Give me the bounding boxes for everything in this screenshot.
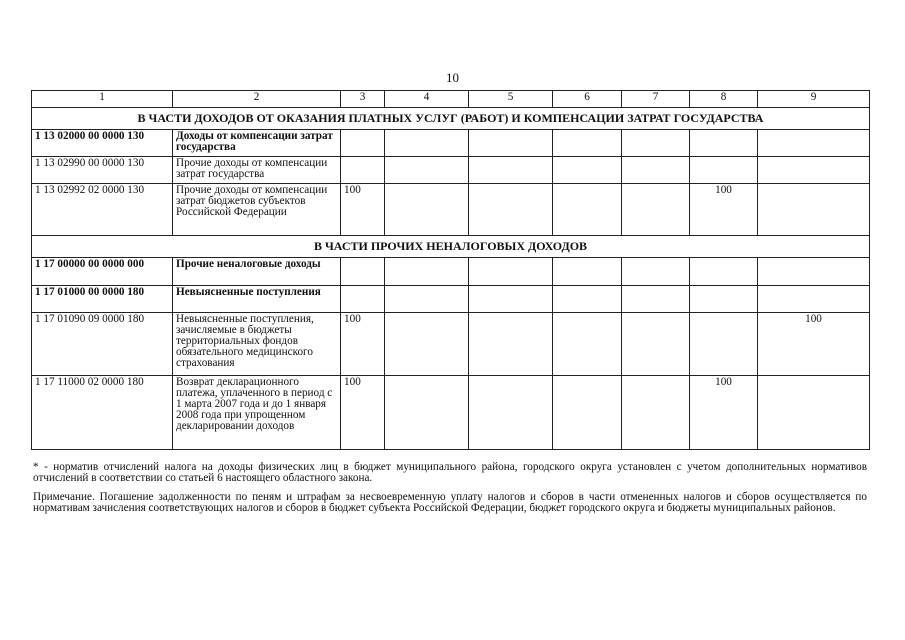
table-row [32, 184, 870, 236]
cell-col3 [341, 286, 385, 313]
cell-col6 [553, 376, 622, 450]
footnote: * - норматив отчислений налога на доходы физических лиц в бюджет муниципального района, городского округа установлен с учетом дополнительных нормативов отчислений в соответствии со статьей 6 настоящего областного закона. [33, 461, 867, 484]
cell-col7 [622, 258, 690, 286]
col-header-4: 4 [385, 91, 469, 108]
cell-col8 [690, 157, 758, 184]
table-row [32, 157, 870, 184]
section-header-row [32, 108, 870, 130]
budget-code: 1 13 02992 02 0000 130 [32, 184, 173, 236]
cell-col4 [385, 258, 469, 286]
revenue-name: Возврат декларационного платежа, уплаченного в период с 1 марта 2007 года и до 1 января 2008 года при упрощенном декларировании доходов [173, 376, 341, 450]
cell-col8 [690, 130, 758, 157]
table-row [32, 286, 870, 313]
cell-col8 [690, 286, 758, 313]
cell-col3: 100 [341, 376, 385, 450]
cell-col3: 100 [341, 184, 385, 236]
cell-col5 [469, 313, 553, 376]
cell-col8: 100 [690, 376, 758, 450]
col-header-1: 1 [32, 91, 173, 108]
cell-col4 [385, 313, 469, 376]
page-number: 10 [446, 70, 459, 85]
cell-col9 [758, 286, 870, 313]
section-title-other: В ЧАСТИ ПРОЧИХ НЕНАЛОГОВЫХ ДОХОДОВ [32, 236, 870, 258]
cell-col6 [553, 157, 622, 184]
cell-col5 [469, 184, 553, 236]
cell-col9 [758, 184, 870, 236]
revenue-distribution-table [31, 90, 870, 450]
section-title-services: В ЧАСТИ ДОХОДОВ ОТ ОКАЗАНИЯ ПЛАТНЫХ УСЛУГ (РАБОТ) И КОМПЕНСАЦИИ ЗАТРАТ ГОСУДАРСТВА [32, 108, 870, 130]
budget-code: 1 13 02990 00 0000 130 [32, 157, 173, 184]
table-row [32, 313, 870, 376]
cell-col5 [469, 258, 553, 286]
cell-col7 [622, 376, 690, 450]
cell-col7 [622, 130, 690, 157]
cell-col6 [553, 258, 622, 286]
cell-col7 [622, 184, 690, 236]
cell-col4 [385, 157, 469, 184]
budget-code: 1 17 01090 09 0000 180 [32, 313, 173, 376]
revenue-name: Невыясненные поступления, зачисляемые в бюджеты территориальных фондов обязательного медицинского страхования [173, 313, 341, 376]
cell-col5 [469, 130, 553, 157]
cell-col9 [758, 130, 870, 157]
budget-code: 1 17 00000 00 0000 000 [32, 258, 173, 286]
cell-col9 [758, 157, 870, 184]
budget-code: 1 13 02000 00 0000 130 [32, 130, 173, 157]
cell-col5 [469, 376, 553, 450]
budget-code: 1 17 01000 00 0000 180 [32, 286, 173, 313]
cell-col6 [553, 184, 622, 236]
revenue-name: Прочие доходы от компенсации затрат бюджетов субъектов Российской Федерации [173, 184, 341, 236]
remark-note: Примечание. Погашение задолженности по пеням и штрафам за несвоевременную уплату налогов и сборов в части отмененных налогов и сборов осуществляется по нормативам зачисления соответствующих налогов и сборов в бюджет субъекта Российской Федерации, бюджет городского округа и бюджеты муниципальных районов. [33, 491, 867, 514]
col-header-9: 9 [758, 91, 870, 108]
cell-col9 [758, 376, 870, 450]
cell-col4 [385, 130, 469, 157]
table-row [32, 130, 870, 157]
cell-col3 [341, 157, 385, 184]
cell-col4 [385, 184, 469, 236]
cell-col3 [341, 258, 385, 286]
revenue-name: Прочие неналоговые доходы [173, 258, 341, 286]
cell-col9 [758, 258, 870, 286]
col-header-5: 5 [469, 91, 553, 108]
cell-col9: 100 [758, 313, 870, 376]
cell-col3: 100 [341, 313, 385, 376]
revenue-name: Невыясненные поступления [173, 286, 341, 313]
cell-col7 [622, 286, 690, 313]
col-header-6: 6 [553, 91, 622, 108]
col-header-8: 8 [690, 91, 758, 108]
column-number-row [32, 91, 870, 108]
cell-col7 [622, 157, 690, 184]
cell-col7 [622, 313, 690, 376]
cell-col4 [385, 376, 469, 450]
cell-col8 [690, 313, 758, 376]
col-header-3: 3 [341, 91, 385, 108]
col-header-7: 7 [622, 91, 690, 108]
table-row [32, 258, 870, 286]
cell-col6 [553, 286, 622, 313]
section-header-row [32, 236, 870, 258]
cell-col6 [553, 313, 622, 376]
cell-col6 [553, 130, 622, 157]
budget-code: 1 17 11000 02 0000 180 [32, 376, 173, 450]
col-header-2: 2 [173, 91, 341, 108]
cell-col5 [469, 286, 553, 313]
cell-col8 [690, 258, 758, 286]
cell-col4 [385, 286, 469, 313]
table-row [32, 376, 870, 450]
revenue-name: Прочие доходы от компенсации затрат государства [173, 157, 341, 184]
revenue-name: Доходы от компенсации затрат государства [173, 130, 341, 157]
cell-col5 [469, 157, 553, 184]
cell-col8: 100 [690, 184, 758, 236]
cell-col3 [341, 130, 385, 157]
